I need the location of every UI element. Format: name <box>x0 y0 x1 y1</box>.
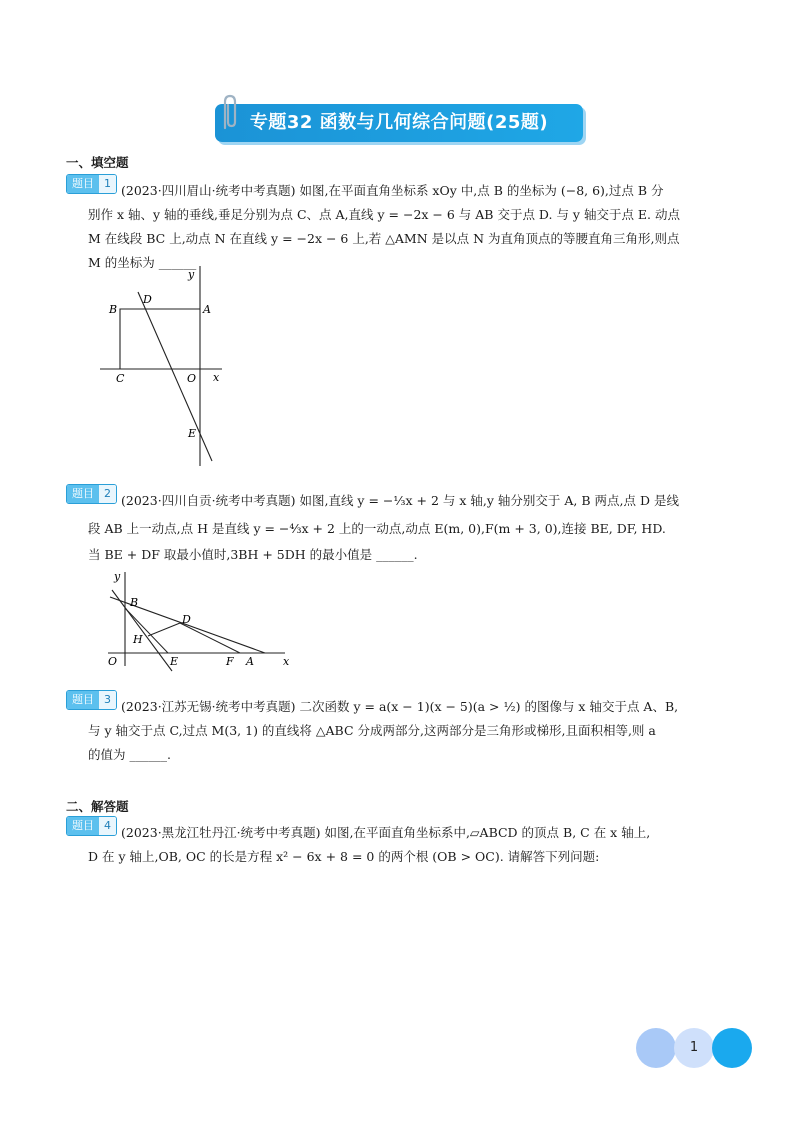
paperclip-icon <box>216 92 242 132</box>
figure-q2 <box>100 566 300 672</box>
question-text: 段 AB 上一动点,点 H 是直线 y = −⁴⁄₃x + 2 上的一动点,动点 E(m, 0),F(m + 3, 0),连接 BE, DF, HD. <box>88 521 666 536</box>
question-4 <box>66 816 730 869</box>
question-badge: 题目 1 <box>66 174 117 194</box>
label-C: C <box>116 372 125 385</box>
label-F: F <box>226 655 234 668</box>
label-O: O <box>187 372 197 385</box>
label-H: H <box>133 633 143 646</box>
label-y: y <box>188 268 195 281</box>
section-answer: 二、解答题 <box>66 799 129 814</box>
page-number: 1 <box>689 1040 699 1055</box>
question-text: 与 y 轴交于点 C,过点 M(3, 1) 的直线将 △ABC 分成两部分,这两部分是三角形或梯形,且面积相等,则 a <box>88 723 656 738</box>
question-text: 当 BE + DF 取最小值时,3BH + 5DH 的最小值是 ______. <box>88 547 418 562</box>
label-B: B <box>130 596 139 609</box>
question-text: M 在线段 BC 上,动点 N 在直线 y = −2x − 6 上,若 △AMN 是以点 N 为直角顶点的等腰直角三角形,则点 <box>88 231 680 246</box>
question-badge: 题目 3 <box>66 690 117 710</box>
label-D: D <box>143 293 152 306</box>
label-x: x <box>213 371 220 384</box>
label-x: x <box>283 655 290 668</box>
section-fill-blank: 一、填空题 <box>66 155 129 170</box>
label-E: E <box>188 427 197 440</box>
page-circle-decoration <box>712 1028 752 1068</box>
question-2 <box>66 484 730 567</box>
page-number-indicator <box>636 1028 756 1068</box>
question-text: 的值为 ______. <box>88 747 171 762</box>
label-B: B <box>109 303 118 316</box>
page-title: 专题32 函数与几何综合问题(25题) <box>249 112 549 133</box>
question-text: D 在 y 轴上,OB, OC 的长是方程 x² − 6x + 8 = 0 的两个根 (OB > OC). 请解答下列问题: <box>88 849 600 864</box>
figure-q1 <box>100 266 230 470</box>
label-E: E <box>170 655 179 668</box>
question-text: (2023·黑龙江牡丹江·统考中考真题) 如图,在平面直角坐标系中,▱ABCD 的顶点 B, C 在 x 轴上, <box>121 825 651 840</box>
label-y: y <box>114 570 121 583</box>
page-number-circle <box>674 1028 714 1068</box>
question-text: 别作 x 轴、y 轴的垂线,垂足分别为点 C、点 A,直线 y = −2x − 6 与 AB 交于点 D. 与 y 轴交于点 E. 动点 <box>88 207 681 222</box>
question-badge: 题目 2 <box>66 484 117 504</box>
question-1 <box>66 174 730 275</box>
label-A: A <box>203 303 211 316</box>
question-text: M 的坐标为 ______ <box>88 255 197 270</box>
label-A: A <box>246 655 254 668</box>
title-banner <box>215 104 583 142</box>
question-badge: 题目 4 <box>66 816 117 836</box>
question-text: (2023·四川眉山·统考中考真题) 如图,在平面直角坐标系 xOy 中,点 B 的坐标为 (−8, 6),过点 B 分 <box>121 183 664 198</box>
label-O: O <box>108 655 118 668</box>
question-text: (2023·江苏无锡·统考中考真题) 二次函数 y = a(x − 1)(x − 5)(a > ½) 的图像与 x 轴交于点 A、B, <box>121 699 679 714</box>
page-circle-decoration <box>636 1028 676 1068</box>
question-text: (2023·四川自贡·统考中考真题) 如图,直线 y = −⅓x + 2 与 x 轴,y 轴分别交于 A, B 两点,点 D 是线 <box>121 493 679 508</box>
question-3 <box>66 690 730 767</box>
label-D: D <box>182 613 191 626</box>
